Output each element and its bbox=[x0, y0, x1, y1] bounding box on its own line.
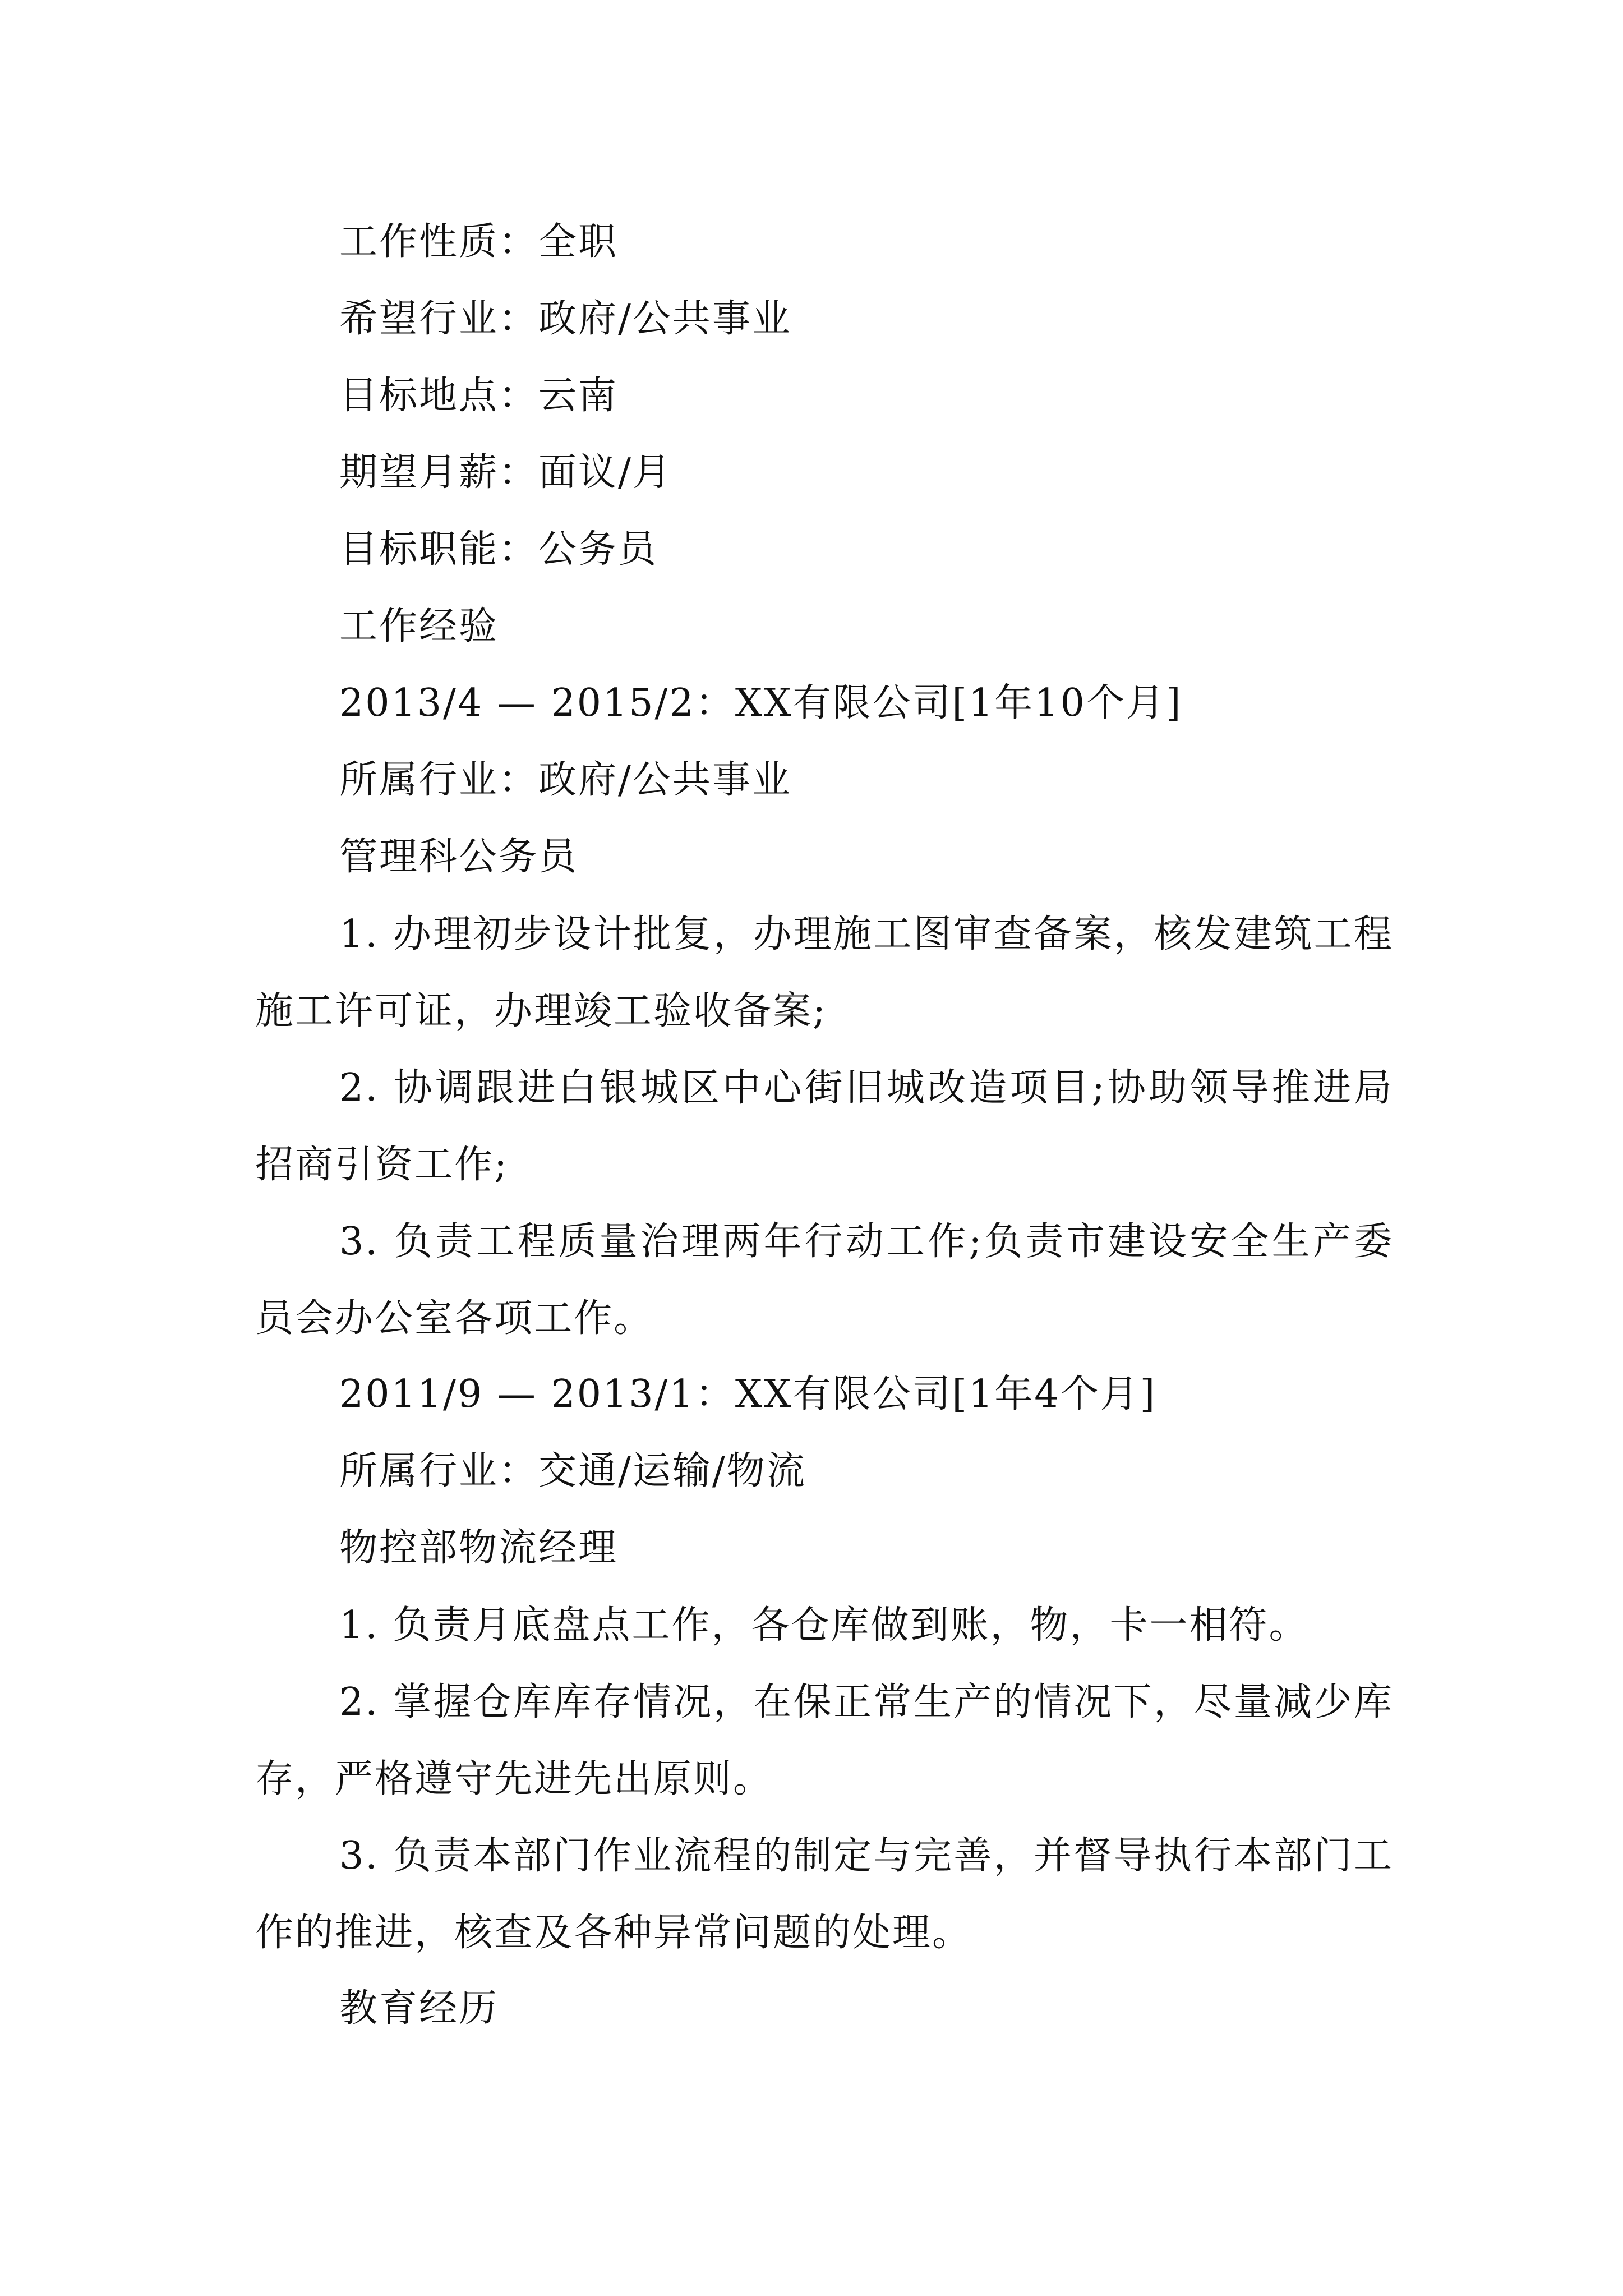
work-experience-heading: 工作经验 bbox=[339, 604, 499, 648]
target-function: 目标职能：公务员 bbox=[339, 527, 658, 572]
job2-industry: 所属行业：交通/运输/物流 bbox=[339, 1449, 806, 1493]
job2-duty-3: 3. 负责本部门作业流程的制定与完善，并督导执行本部门工作的推进，核查及各种异常问题的处理。 bbox=[255, 1834, 1394, 1955]
job1-industry: 所属行业：政府/公共事业 bbox=[339, 758, 792, 802]
job2-period: 2011/9 — 2013/1：XX有限公司[1年4个月] bbox=[339, 1372, 1157, 1416]
job1-title: 管理科公务员 bbox=[339, 835, 579, 879]
job1-period: 2013/4 — 2015/2：XX有限公司[1年10个月] bbox=[339, 681, 1183, 725]
job1-duty-2: 2. 协调跟进白银城区中心街旧城改造项目;协助领导推进局招商引资工作; bbox=[255, 1066, 1394, 1187]
target-location: 目标地点：云南 bbox=[339, 374, 619, 418]
job2-duty-1: 1. 负责月底盘点工作，各仓库做到账，物，卡一相符。 bbox=[339, 1603, 1309, 1648]
job1-duty-1: 1. 办理初步设计批复，办理施工图审查备案，核发建筑工程施工许可证，办理竣工验收备案; bbox=[255, 912, 1394, 1033]
education-heading: 教育经历 bbox=[339, 1986, 499, 2031]
desired-industry: 希望行业：政府/公共事业 bbox=[339, 297, 792, 341]
job-nature: 工作性质：全职 bbox=[339, 220, 619, 264]
job1-duty-3: 3. 负责工程质量治理两年行动工作;负责市建设安全生产委员会办公室各项工作。 bbox=[255, 1220, 1394, 1341]
job2-duty-2: 2. 掌握仓库库存情况，在保正常生产的情况下，尽量减少库存，严格遵守先进先出原则。 bbox=[255, 1680, 1394, 1801]
job2-title: 物控部物流经理 bbox=[339, 1526, 619, 1570]
expected-salary: 期望月薪：面议/月 bbox=[339, 450, 672, 495]
